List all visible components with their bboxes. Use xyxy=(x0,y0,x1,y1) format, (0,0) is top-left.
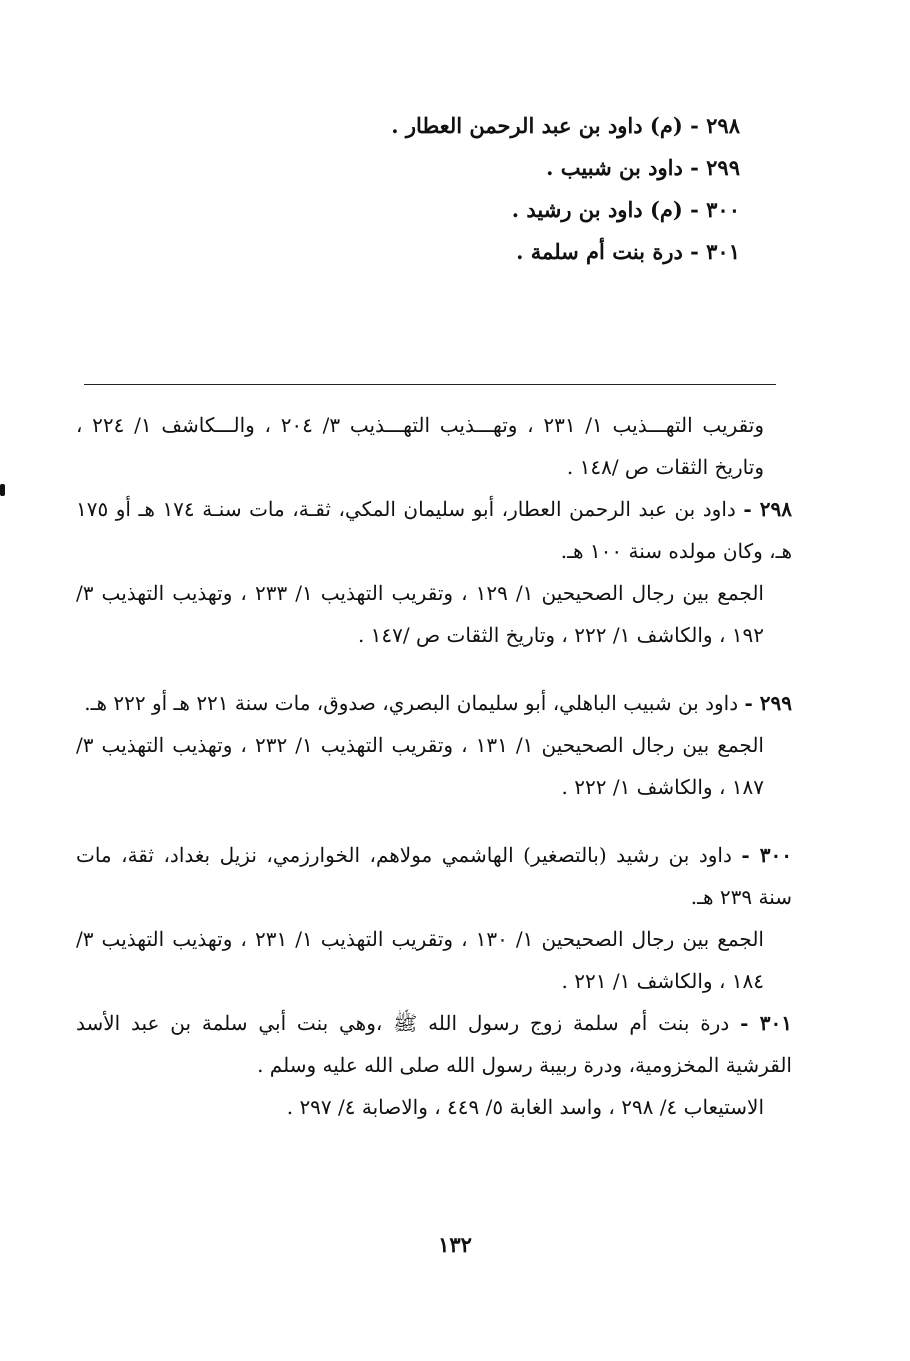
footnote-301-number: ٣٠١ - xyxy=(740,1011,793,1035)
footnote-301-text: درة بنت أم سلمة زوج رسول الله ﷺ ،وهي بنت أبي سلمة بن عبد الأسد القرشية المخزومية، ودرة ربيبة رسول الله صلى الله عليه وسلم . xyxy=(76,1011,792,1077)
footnotes xyxy=(76,404,792,1128)
footnote-301-sources: الاستيعاب ٤/ ٢٩٨ ، واسد الغابة ٥/ ٤٤٩ ، والاصابة ٤/ ٢٩٧ . xyxy=(286,1095,764,1119)
footnote-300-text: داود بن رشيد (بالتصغير) الهاشمي مولاهم، الخوارزمي، نزيل بغداد، ثقة، مات سنة ٢٣٩ هـ. xyxy=(76,843,792,909)
footnote-300-sources: الجمع بين رجال الصحيحين ١/ ١٣٠ ، وتقريب التهذيب ١/ ٢٣١ ، وتهذيب التهذيب ٣/ ١٨٤ ، والكاشف ١/ ٢٢١ . xyxy=(76,927,764,993)
footnote-300 xyxy=(76,834,792,918)
footnote-298-text: داود بن عبد الرحمن العطار، أبو سليمان المكي، ثقـة، مات سنـة ١٧٤ هـ أو ١٧٥ هـ، وكان مولده سنة ١٠٠ هـ. xyxy=(76,497,792,563)
entry-300: ٣٠٠ - (م) داود بن رشيد . xyxy=(511,197,740,222)
footnote-299 xyxy=(76,682,792,724)
footnote-continuation: وتقريب التهـــذيب ١/ ٢٣١ ، وتهـــذيب التهـــذيب ٣/ ٢٠٤ ، والـــكاشف ١/ ٢٢٤ ، وتاريخ الثقات ص /١٤٨ . xyxy=(76,413,764,479)
footnote-298 xyxy=(76,488,792,572)
footnote-separator xyxy=(84,384,776,385)
footnote-300-number: ٣٠٠ - xyxy=(741,843,793,867)
entry-298: ٢٩٨ - (م) داود بن عبد الرحمن العطار . xyxy=(391,113,740,138)
page-number: ١٣٢ xyxy=(438,1232,472,1257)
footnote-299-sources: الجمع بين رجال الصحيحين ١/ ١٣١ ، وتقريب التهذيب ١/ ٢٣٢ ، وتهذيب التهذيب ٣/ ١٨٧ ، والكاشف ١/ ٢٢٢ . xyxy=(76,733,764,799)
entry-301: ٣٠١ - درة بنت أم سلمة . xyxy=(516,239,740,264)
scan-edge-mark xyxy=(0,484,5,496)
footnote-299-text: داود بن شبيب الباهلي، أبو سليمان البصري، صدوق، مات سنة ٢٢١ هـ أو ٢٢٢ هـ. xyxy=(84,691,739,715)
entry-299: ٢٩٩ - داود بن شبيب . xyxy=(546,155,740,180)
footnote-298-sources: الجمع بين رجال الصحيحين ١/ ١٢٩ ، وتقريب التهذيب ١/ ٢٣٣ ، وتهذيب التهذيب ٣/ ١٩٢ ، والكاشف ١/ ٢٢٢ ، وتاريخ الثقات ص /١٤٧ . xyxy=(76,581,764,647)
footnote-301 xyxy=(76,1002,792,1086)
footnote-299-number: ٢٩٩ - xyxy=(744,691,792,715)
footnote-298-number: ٢٩٨ - xyxy=(743,497,793,521)
entries-list xyxy=(140,105,740,273)
